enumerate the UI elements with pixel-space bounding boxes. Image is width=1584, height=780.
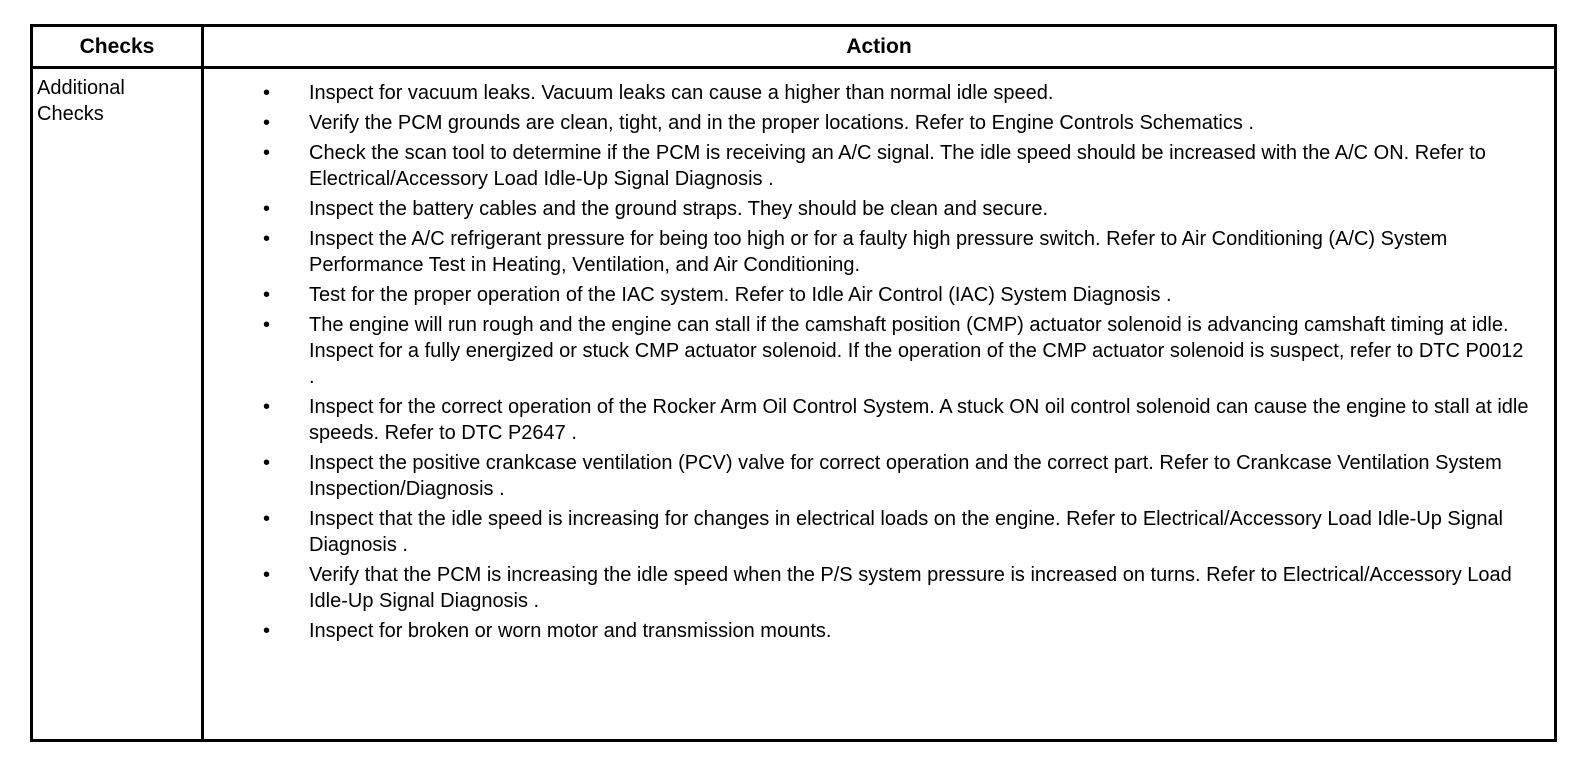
bullet-icon: • [263, 112, 271, 134]
action-text: Inspect that the idle speed is increasing for changes in electrical loads on the engine. Refer to Electrical/Accessory Load Idle-Up Signal Diagnosis . [309, 508, 1504, 556]
action-item [257, 506, 1532, 558]
bullet-icon: • [263, 508, 271, 530]
action-text: Inspect for vacuum leaks. Vacuum leaks can cause a higher than normal idle speed. [309, 82, 1054, 104]
action-item [257, 450, 1532, 502]
bullet-icon: • [263, 396, 271, 418]
action-text: Inspect the positive crankcase ventilation (PCV) valve for correct operation and the correct part. Refer to Crankcase Ventilation System Inspection/Diagnosis . [309, 452, 1502, 500]
action-text: The engine will run rough and the engine can stall if the camshaft position (CMP) actuator solenoid is advancing camshaft timing at idle. Inspect for a fully energized or stuck CMP actuator solenoid. If the operation of the CMP actuator solenoid is suspect, refer to DTC P0012 . [309, 314, 1524, 388]
bullet-icon: • [263, 198, 271, 220]
action-text: Check the scan tool to determine if the PCM is receiving an A/C signal. The idle speed should be increased with the A/C ON. Refer to Electrical/Accessory Load Idle-Up Signal Diagnosis . [309, 142, 1486, 190]
action-list [257, 80, 1532, 648]
column-divider [201, 27, 204, 739]
action-item [257, 394, 1532, 446]
action-item [257, 562, 1532, 614]
bullet-icon: • [263, 564, 271, 586]
action-text: Verify that the PCM is increasing the idle speed when the P/S system pressure is increased on turns. Refer to Electrical/Accessory Load Idle-Up Signal Diagnosis . [309, 564, 1512, 612]
bullet-icon: • [263, 142, 271, 164]
bullet-icon: • [263, 82, 271, 104]
header-action: Action [846, 34, 912, 58]
bullet-icon: • [263, 228, 271, 250]
table-header-row [33, 27, 1554, 69]
action-item [257, 618, 1532, 644]
action-text: Inspect for broken or worn motor and transmission mounts. [309, 620, 832, 642]
checks-cell: Additional Checks [37, 77, 125, 125]
bullet-icon: • [263, 284, 271, 306]
bullet-icon: • [263, 314, 271, 336]
action-item [257, 196, 1532, 222]
action-item [257, 80, 1532, 106]
header-checks: Checks [79, 34, 155, 58]
action-text: Test for the proper operation of the IAC system. Refer to Idle Air Control (IAC) System Diagnosis . [309, 284, 1172, 306]
checks-action-table [30, 24, 1557, 742]
action-item [257, 282, 1532, 308]
action-text: Inspect for the correct operation of the Rocker Arm Oil Control System. A stuck ON oil control solenoid can cause the engine to stall at idle speeds. Refer to DTC P2647 . [309, 396, 1529, 444]
action-item [257, 140, 1532, 192]
action-text: Inspect the battery cables and the ground straps. They should be clean and secure. [309, 198, 1048, 220]
action-text: Inspect the A/C refrigerant pressure for being too high or for a faulty high pressure switch. Refer to Air Conditioning (A/C) System Performance Test in Heating, Ventilation, and Air Conditioning. [309, 228, 1448, 276]
bullet-icon: • [263, 452, 271, 474]
action-item [257, 110, 1532, 136]
action-item [257, 226, 1532, 278]
action-item [257, 312, 1532, 390]
action-text: Verify the PCM grounds are clean, tight, and in the proper locations. Refer to Engine Controls Schematics . [309, 112, 1254, 134]
bullet-icon: • [263, 620, 271, 642]
